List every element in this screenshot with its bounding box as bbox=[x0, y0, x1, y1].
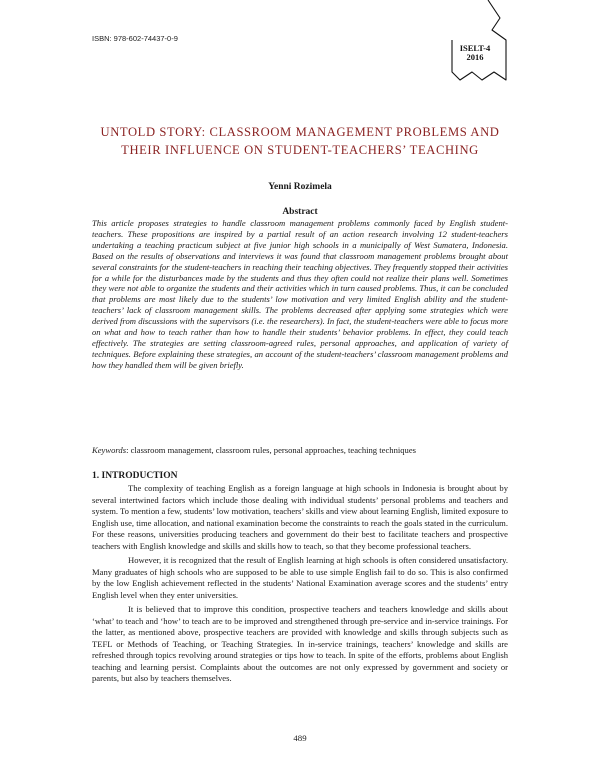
page-number: 489 bbox=[293, 733, 307, 743]
keywords bbox=[92, 445, 512, 456]
title-line-2: THEIR INFLUENCE ON STUDENT-TEACHERS’ TEACHING bbox=[121, 143, 479, 157]
abstract-heading: Abstract bbox=[282, 207, 318, 217]
paragraph: It is believed that to improve this condition, prospective teachers and teachers knowledge and skills about ‘what’ to teach and ‘how’ to teach are to be improved and strengthened through pre-service and in-service trainings. For the latter, as mentioned above, prospective teachers are provided with knowledge and skills through subjects such as TEFL or Methods of Teaching, or Teaching Strategies. In in-service trainings, teachers’ knowledge and skills are refreshed through topics revolving around strategies or tips how to teach. In spite of the efforts, problems about English teaching and learning persist. Complaints about the outcomes are not only expressed by government and society or parents, but also by teachers themselves. bbox=[92, 604, 508, 683]
author-name: Yenni Rozimela bbox=[268, 182, 332, 192]
keywords-label: Keywords bbox=[92, 445, 127, 455]
isbn-label: ISBN: 978-602-74437-0-9 bbox=[92, 34, 178, 43]
title-line-1: UNTOLD STORY: CLASSROOM MANAGEMENT PROBLEMS AND bbox=[100, 125, 500, 139]
conference-badge bbox=[452, 44, 498, 62]
section-heading-introduction: 1. INTRODUCTION bbox=[92, 471, 178, 481]
abstract-body: This article proposes strategies to handle classroom management problems commonly faced by English student-teachers. These propositions are inspired by a partial result of an action research involving 12 student-teachers undertaking a teaching practicum subject at five junior high schools in a municipally of West Sumatera, Indonesia. Based on the results of observations and interviews it was found that classroom management problems brought about several constraints for the student-teachers in reaching their teaching objectives. They frequently stopped their activities for a while for the disturbances made by the students and thus they often could not realize their plans well. Sometimes they were not able to organize the students and their activities which in turn caused problems. Thus, it can be concluded that problems are most likely due to the students’ low motivation and very limited English ability and the student-teachers’ lack of classroom management skills. The problems decreased after applying some strategies which were derived from discussions with the supervisors (i.e. the researchers). In fact, the student-teachers were able to focus more on what and how to teach rather than how to handle their students’ behavior problems. In effect, they could teach effectively. The strategies are setting classroom-agreed rules, personal approaches, and application of variety of techniques. Before explaining these strategies, an account of the student-teachers’ classroom management problems and how they handled them will be given briefly. bbox=[92, 218, 508, 370]
paragraph: However, it is recognized that the result of English learning at high schools is often considered unsatisfactory. Many graduates of high schools who are supposed to be able to use simple English fail to do so. This is also confirmed by the low English achievement reflected in the students’ National Examination average scores and the students’ entry English level when they enter universities. bbox=[92, 555, 508, 600]
introduction-body bbox=[92, 483, 508, 688]
badge-line-2: 2016 bbox=[466, 52, 484, 62]
paper-title bbox=[96, 123, 504, 159]
keywords-list: : classroom management, classroom rules, personal approaches, teaching techniques bbox=[126, 445, 417, 455]
paragraph: The complexity of teaching English as a foreign language at high schools in Indonesia is brought about by several intertwined factors which include those dealing with individual students’ personal problems and teachers and system. To mention a few, students’ low motivation, teachers’ skills and view about learning English, limited exposure to English use, time allocation, and national examination become the constraints to reach the goals stated in the curriculum. For these reasons, universities producing teachers and government do their best to facilitate teachers and prospective teachers with English knowledge and skills and skills how to teach, so that they become professional teachers. bbox=[92, 483, 508, 551]
badge-line-1: ISELT-4 bbox=[459, 43, 491, 53]
